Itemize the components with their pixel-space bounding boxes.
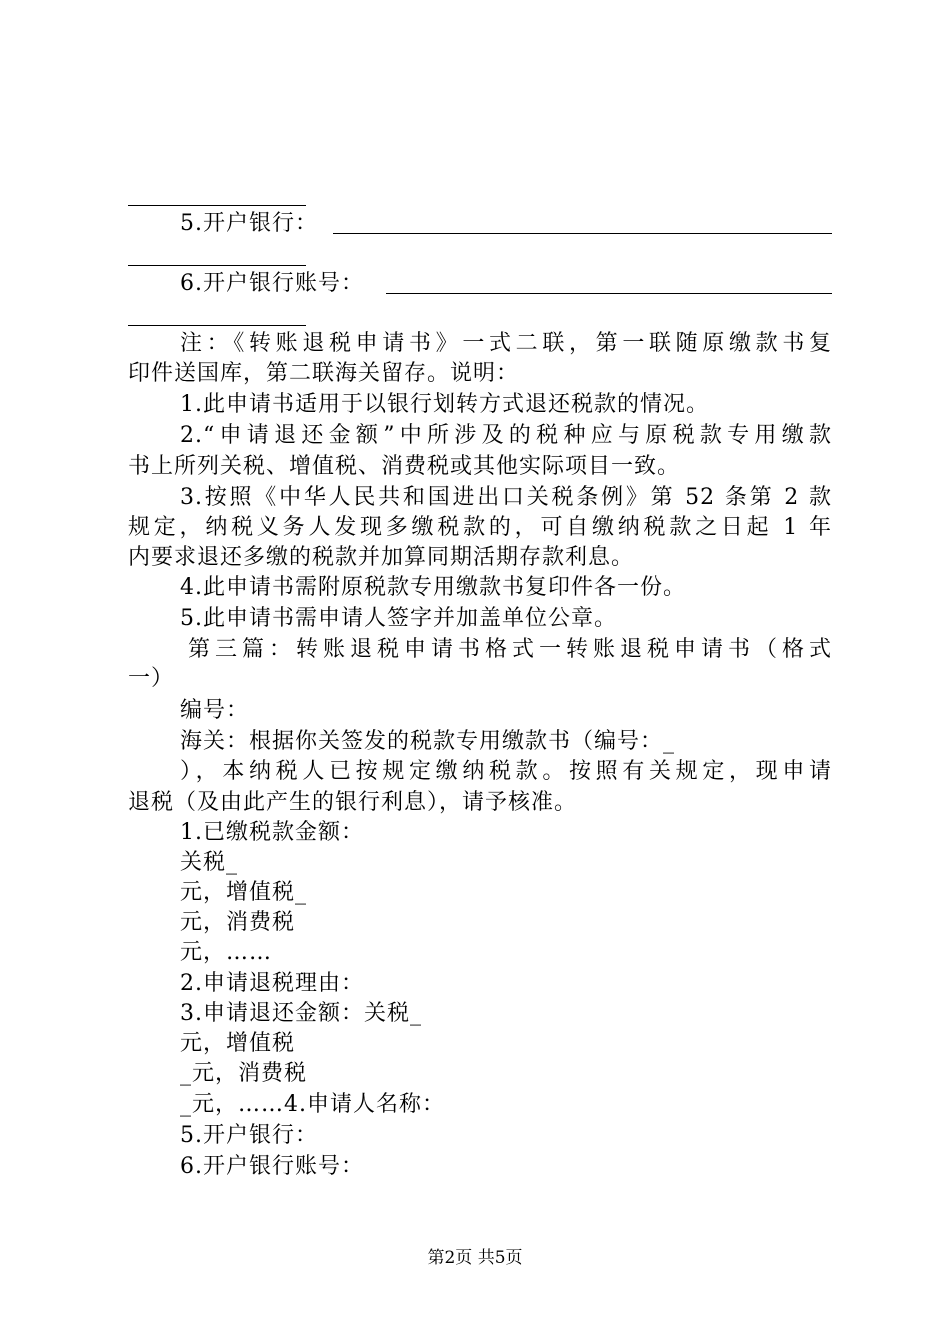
paid-consumption-tax: 元，消费税 — [180, 910, 296, 935]
section-heading: 一） — [128, 666, 175, 691]
blank-underline — [128, 265, 306, 266]
refund-reason: 2.申请退税理由： — [180, 971, 364, 996]
paid-customs-duty: 关税_ — [180, 850, 239, 875]
bank-field-underline — [333, 233, 832, 234]
customs-line: 海关：根据你关签发的税款专用缴款书（编号：_ — [180, 729, 676, 754]
account-field-label: 6.开户银行账号： — [180, 271, 364, 296]
blank-underline — [128, 205, 306, 206]
body-line: 退税（及由此产生的银行利息），请予核准。 — [128, 790, 578, 815]
explanation-item: 5.此申请书需申请人签字并加盖单位公章。 — [180, 606, 617, 631]
refund-vat: 元，增值税 — [180, 1031, 296, 1056]
paid-etc: 元，…… — [180, 940, 273, 965]
paid-vat: 元，增值税_ — [180, 880, 308, 905]
explanation-item: 1.此申请书适用于以银行划转方式退还税款的情况。 — [180, 392, 709, 417]
section-heading: 第三篇：转账退税申请书格式一转账退税申请书（格式 — [188, 637, 832, 662]
explanation-item: 3.按照《中华人民共和国进出口关税条例》第 52 条第 2 款 — [180, 485, 832, 510]
note-line: 印件送国库，第二联海关留存。说明： — [128, 361, 520, 386]
bank-field-label: 5.开户银行： — [180, 211, 318, 236]
refund-consumption-tax: _元，消费税 — [180, 1061, 308, 1086]
refund-amount-title: 3.申请退还金额：关税_ — [180, 1001, 422, 1026]
page-number-footer: 第2页 共5页 — [427, 1248, 523, 1268]
body-line: ），本纳税人已按规定缴纳税款。按照有关规定，现申请 — [180, 759, 832, 784]
applicant-name: _元，……4.申请人名称： — [180, 1092, 445, 1117]
explanation-item: 书上所列关税、增值税、消费税或其他实际项目一致。 — [128, 454, 681, 479]
account-field-label: 6.开户银行账号： — [180, 1154, 364, 1179]
explanation-item: 内要求退还多缴的税款并加算同期活期存款利息。 — [128, 545, 635, 570]
blank-underline — [128, 325, 306, 326]
paid-amount-title: 1.已缴税款金额： — [180, 820, 364, 845]
number-label: 编号： — [180, 698, 250, 723]
account-field-underline — [386, 293, 832, 294]
explanation-item: 4.此申请书需附原税款专用缴款书复印件各一份。 — [180, 575, 686, 600]
explanation-item: 2.“申请退还金额”中所涉及的税种应与原税款专用缴款 — [180, 423, 832, 448]
note-line: 注：《转账退税申请书》一式二联，第一联随原缴款书复 — [180, 331, 832, 356]
bank-field-label: 5.开户银行： — [180, 1123, 318, 1148]
explanation-item: 规定，纳税义务人发现多缴税款的，可自缴纳税款之日起 1 年 — [128, 515, 832, 540]
